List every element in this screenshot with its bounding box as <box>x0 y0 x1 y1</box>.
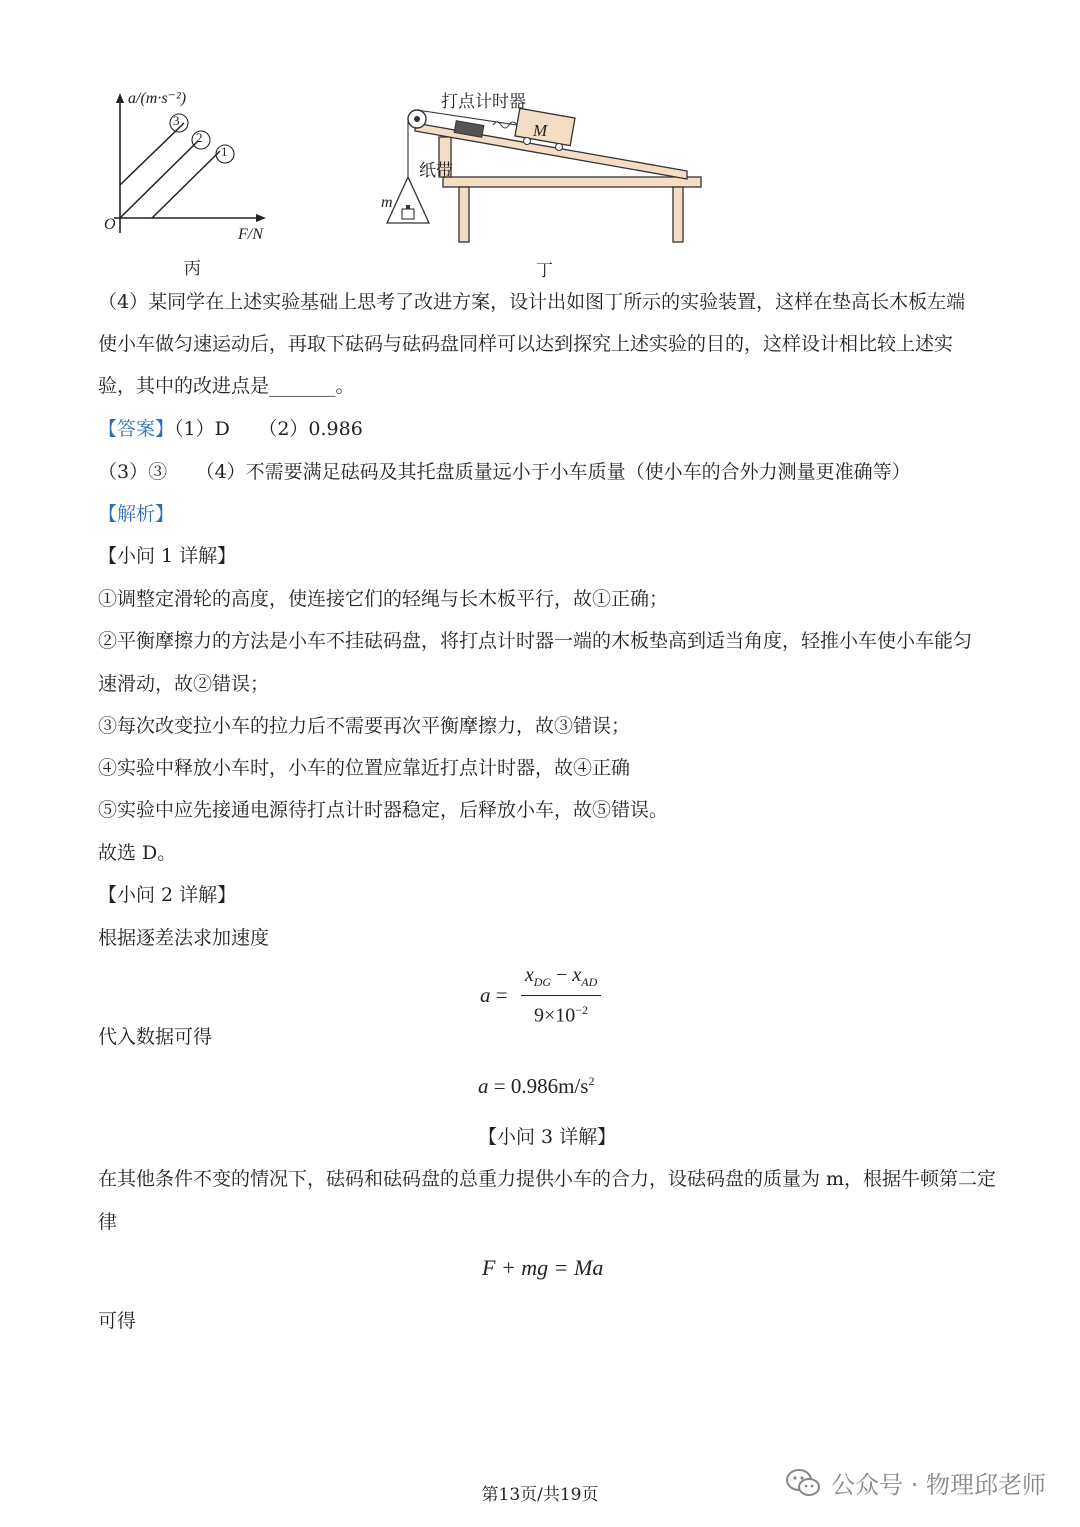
table-top <box>443 177 701 187</box>
q2-formula1-eq: = <box>490 982 513 1007</box>
q2-text2: 代入数据可得 <box>98 1026 213 1048</box>
page-number: 第13页/共19页 <box>481 1485 599 1505</box>
origin-label: O <box>104 216 116 233</box>
timer-label: 打点计时器 <box>441 92 526 112</box>
q2-formula2-rhs: = 0.986m/s <box>488 1074 589 1098</box>
circle-label-3: 3 <box>173 113 180 128</box>
q1-line-1: ①调整定滑轮的高度，使连接它们的轻绳与长木板平行，故①正确； <box>98 588 669 610</box>
q2-formula1-denominator: $9\times 10^{-2}$ <box>534 1003 589 1027</box>
answer-line2: （3）③ （4）不需要满足砝码及其托盘质量远小于小车质量（使小车的合外力测量更准确等） <box>98 461 911 483</box>
q1-line-3: 速滑动，故②错误； <box>98 673 270 695</box>
q1-line-7: 故选 D。 <box>98 842 177 864</box>
q1-line-2: ②平衡摩擦力的方法是小车不挂砝码盘，将打点计时器一端的木板垫高到适当角度，轻推小车使小车能匀 <box>98 630 973 652</box>
question4-line3: 验，其中的改进点是_______。 <box>98 375 355 397</box>
q1-line-4: ③每次改变拉小车的拉力后不需要再次平衡摩擦力，故③错误； <box>98 715 631 737</box>
question4-line1: （4）某同学在上述实验基础上思考了改进方案，设计出如图丁所示的实验装置，这样在垫高长木板左端 <box>98 291 966 313</box>
watermark-text: 公众号 · 物理邱老师 <box>831 1471 1046 1499</box>
figure-bing-caption: 丙 <box>184 259 201 279</box>
circle-label-2: 2 <box>196 130 203 145</box>
y-axis-label: a/(m·s⁻²) <box>128 90 187 107</box>
q3-line2: 律 <box>98 1211 118 1233</box>
line-1 <box>152 151 220 218</box>
q2-formula1-fraction <box>521 963 601 1028</box>
analysis-tag: 【解析】 <box>98 503 175 525</box>
question4-line2: 使小车做匀速运动后，再取下砝码与砝码盘同样可以达到探究上述实验的目的，这样设计相比较上述实 <box>98 333 954 355</box>
x-axis-label: F/N <box>238 226 263 243</box>
q2-text1: 根据逐差法求加速度 <box>98 927 270 949</box>
table-leg-left <box>459 187 469 242</box>
q2-formula1-lhs: a <box>480 982 491 1007</box>
q3-title: 【小问 3 详解】 <box>478 1126 617 1148</box>
q2-formula1 <box>480 963 601 1028</box>
hanger-mass-label: m <box>381 194 393 211</box>
q3-line1: 在其他条件不变的情况下，砝码和砝码盘的总重力提供小车的合力，设砝码盘的质量为 m，根据牛顿第二定 <box>98 1168 997 1190</box>
line-2 <box>120 141 198 218</box>
answer-line1 <box>98 408 363 450</box>
wechat-icon <box>785 1468 821 1498</box>
q2-formula2 <box>478 1074 594 1099</box>
q2-formula2-lhs: a <box>478 1074 489 1098</box>
line-3 <box>120 123 184 185</box>
figure-bing-graph <box>100 85 280 245</box>
figure-ding-caption: 丁 <box>536 261 553 281</box>
q3-formula: F + mg = Ma <box>482 1255 604 1280</box>
q2-title: 【小问 2 详解】 <box>98 884 237 906</box>
q2-formula2-exp: 2 <box>588 1074 595 1088</box>
q1-title: 【小问 1 详解】 <box>98 545 237 567</box>
answer-text1: （1）D （2）0.986 <box>174 418 363 440</box>
table-leg-right <box>673 187 683 242</box>
circle-label-1: 1 <box>221 144 228 159</box>
tape-label: 纸带 <box>419 161 453 181</box>
cart-mass-label: M <box>533 121 548 140</box>
q1-line-6: ⑤实验中应先接通电源待打点计时器稳定，后释放小车，故⑤错误。 <box>98 799 669 821</box>
weight <box>402 209 414 219</box>
watermark <box>785 1465 1046 1500</box>
q2-formula1-numerator: $x_{DG} - x_{AD}$ <box>521 963 601 996</box>
answer-tag: 【答案】 <box>98 418 175 440</box>
q1-line-5: ④实验中释放小车时，小车的位置应靠近打点计时器，故④正确 <box>98 757 631 779</box>
q3-text2: 可得 <box>98 1310 137 1332</box>
